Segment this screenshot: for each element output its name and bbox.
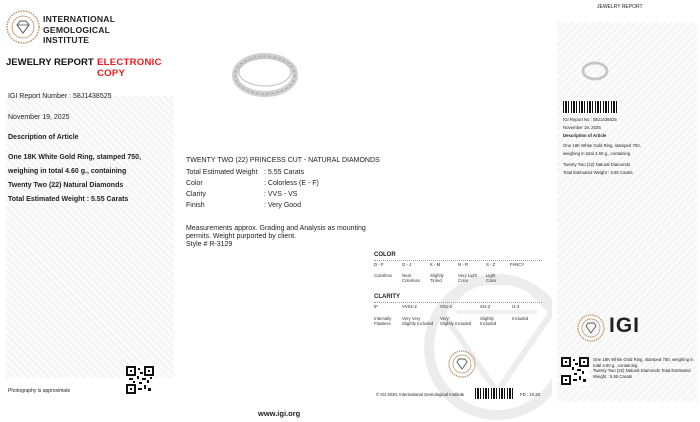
- org-name: INTERNATIONAL GEMOLOGICAL INSTITUTE: [43, 14, 116, 45]
- igi-logo-seal-icon: [577, 314, 605, 342]
- right-report-date: November 19, 2025: [563, 125, 601, 130]
- spec-label: Total Estimated Weight: [186, 169, 258, 176]
- security-pattern: [557, 22, 697, 402]
- right-header: JEWELRY REPORT: [597, 4, 643, 10]
- spec-label: Color: [186, 180, 203, 187]
- barcode: [563, 101, 619, 113]
- qr-code-icon: [126, 366, 154, 394]
- spec-label: Finish: [186, 202, 205, 209]
- ring-photo-small: [581, 60, 609, 82]
- description-line: One 18K White Gold Ring, stamped 750,: [8, 154, 142, 161]
- right-footer-summary: One 18K White Gold Ring, stamped 750, weighing in total 4.60 g., containing Twenty Two (22) Natural Diamonds Total Estimated Weight : 5.55 Carats: [593, 357, 694, 379]
- electronic-copy-label: ELECTRONIC COPY: [97, 57, 162, 79]
- report-middle-panel: TWENTY TWO (22) PRINCESS CUT - NATURAL DIAMONDS Total Estimated Weight : 5.55 Carats Color : Colorless (E - F) Clarity : VVS - VS Finish : Very Good Measurements approx. Grading and Analysis as mounting permits. Weight purported by client. Style # R-3129 COLOR D - F G - J K - M N - R S - Z FANCY Colorless Near Colorless Slightly Tinted Very Light Color Light Color CLARITY IF VVS1-2 VS1-2 SI1-2 I1-3 Internally Flawless Very Very Slightly Included Very Slightly Included Slightly Included Included © IGI 2020, International Gemological Institute FD : 10.20 www.igi.org: [180, 0, 555, 422]
- igi-logo-text: IGI: [609, 314, 641, 337]
- ring-photo: [230, 50, 300, 100]
- spec-value: : 5.55 Carats: [264, 169, 305, 176]
- copyright-text: © IGI 2020, International Gemological Institute: [376, 392, 465, 397]
- right-report-number: IGI Report No : 58J1438525: [563, 117, 617, 122]
- website-link[interactable]: www.igi.org: [258, 409, 301, 418]
- right-description-line: weighing in total 4.60 g., containing: [563, 151, 631, 156]
- description-line: Twenty Two (22) Natural Diamonds: [8, 182, 124, 189]
- color-scale-divider: [374, 260, 542, 261]
- igi-seal-icon: [6, 10, 40, 44]
- description-line: Total Estimated Weight : 5.55 Carats: [8, 196, 129, 203]
- report-title: JEWELRY REPORT: [6, 57, 94, 68]
- right-description-heading: Description of Article: [563, 133, 607, 138]
- report-left-panel: [0, 0, 180, 422]
- spec-label: Clarity: [186, 191, 206, 198]
- comments-line: Measurements approx. Grading and Analysis as mounting: [186, 225, 366, 232]
- comments-line: Style # R-3129: [186, 241, 233, 248]
- qr-code-icon: [561, 357, 589, 385]
- photo-note: Photography is approximate: [8, 388, 71, 394]
- right-description-line: Twenty Two (22) Natural Diamonds: [563, 162, 631, 167]
- spec-value: : Very Good: [264, 202, 301, 209]
- right-description-line: One 18K White Gold Ring, stamped 750,: [563, 143, 641, 148]
- report-date: November 19, 2025: [8, 114, 70, 121]
- clarity-scale-divider: [374, 302, 542, 303]
- description-heading: Description of Article: [8, 134, 79, 141]
- spec-value: : Colorless (E - F): [264, 180, 319, 187]
- comments-line: permits. Weight purported by client.: [186, 233, 296, 240]
- spec-value: : VVS - VS: [264, 191, 298, 198]
- igi-seal-stamp-icon: [448, 350, 476, 378]
- report-number: IGI Report Number : 58J1438525: [8, 93, 112, 100]
- barcode: [475, 388, 515, 399]
- stone-heading: TWENTY TWO (22) PRINCESS CUT - NATURAL DIAMONDS: [186, 157, 380, 164]
- form-code: FD : 10.20: [520, 392, 541, 397]
- clarity-scale-title: CLARITY: [374, 294, 400, 300]
- description-line: weighing in total 4.60 g., containing: [8, 168, 127, 175]
- right-description-line: Total Estimated Weight : 5.55 Carats: [563, 170, 633, 175]
- report-right-panel: [555, 0, 700, 422]
- color-scale-title: COLOR: [374, 252, 396, 258]
